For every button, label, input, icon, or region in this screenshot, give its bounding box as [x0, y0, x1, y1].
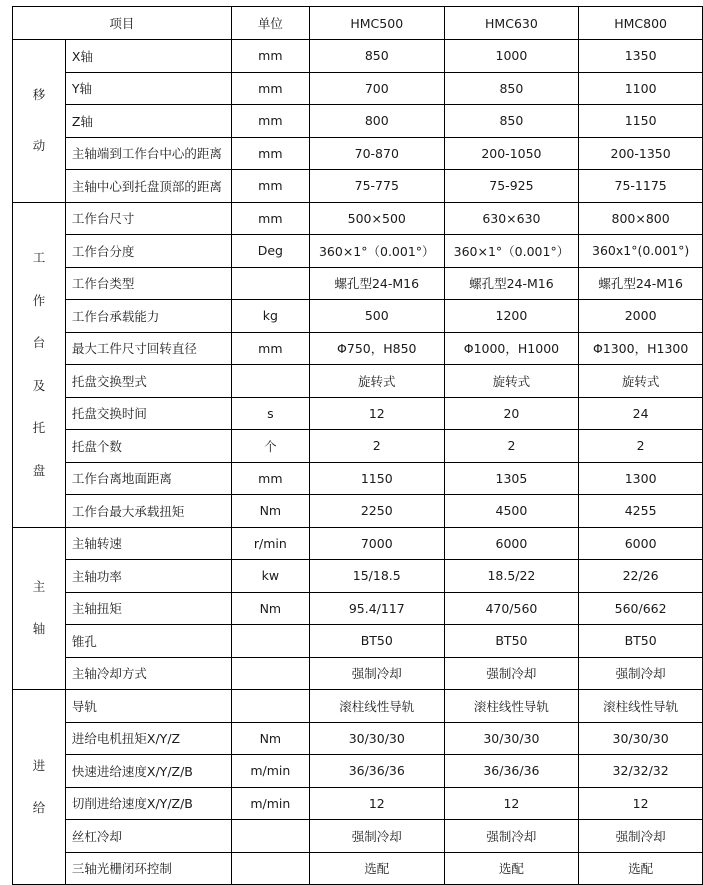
param-unit [231, 820, 309, 853]
value-hmc500: 850 [309, 40, 444, 73]
value-hmc800: 选配 [579, 852, 703, 885]
value-hmc800: 12 [579, 787, 703, 820]
param-unit: mm [231, 202, 309, 235]
param-name: 托盘个数 [65, 430, 231, 463]
table-row [13, 430, 703, 463]
header-model-hmc500: HMC500 [309, 7, 444, 40]
value-hmc500: 2 [309, 430, 444, 463]
param-name: 主轴中心到托盘顶部的距离 [65, 170, 231, 203]
group-label-char: 及 [32, 377, 46, 393]
value-hmc500: 70-870 [309, 137, 444, 170]
value-hmc800: 强制冷却 [579, 820, 703, 853]
param-unit: kw [231, 560, 309, 593]
table-row [13, 657, 703, 690]
param-name: 托盘交换时间 [65, 397, 231, 430]
param-name: 主轴功率 [65, 560, 231, 593]
value-hmc800: 滚柱线性导轨 [579, 690, 703, 723]
value-hmc630: 12 [444, 787, 579, 820]
value-hmc630: 20 [444, 397, 579, 430]
param-unit: 个 [231, 430, 309, 463]
group-label-char: 工 [32, 250, 46, 265]
value-hmc500: 12 [309, 397, 444, 430]
param-name: 工作台最大承载扭矩 [65, 495, 231, 528]
header-row [13, 7, 703, 40]
spec-table [12, 6, 703, 885]
param-name: 工作台离地面距离 [65, 462, 231, 495]
table-row [13, 105, 703, 138]
group-label [13, 202, 66, 527]
value-hmc500: 95.4/117 [309, 592, 444, 625]
group-label-char: 台 [32, 335, 46, 350]
group-label-char: 托 [32, 420, 46, 435]
param-name: 工作台分度 [65, 235, 231, 268]
value-hmc500: 滚柱线性导轨 [309, 690, 444, 723]
value-hmc500: 700 [309, 72, 444, 105]
group-label-char: 主 [32, 578, 46, 594]
group-label-char: 进 [32, 757, 46, 773]
param-name: 进给电机扭矩X/Y/Z [65, 722, 231, 755]
param-name: 工作台承载能力 [65, 300, 231, 333]
value-hmc800: 30/30/30 [579, 722, 703, 755]
value-hmc800: Φ1300，H1300 [579, 332, 703, 365]
value-hmc800: 1300 [579, 462, 703, 495]
param-name: 切削进给速度X/Y/Z/B [65, 787, 231, 820]
header-model-hmc800: HMC800 [579, 7, 703, 40]
value-hmc630: 4500 [444, 495, 579, 528]
value-hmc800: 22/26 [579, 560, 703, 593]
value-hmc800: 1350 [579, 40, 703, 73]
group-label-char: 轴 [32, 621, 46, 637]
value-hmc500: 30/30/30 [309, 722, 444, 755]
value-hmc500: Φ750，H850 [309, 332, 444, 365]
value-hmc800: 强制冷却 [579, 657, 703, 690]
param-name: 工作台尺寸 [65, 202, 231, 235]
value-hmc630: 18.5/22 [444, 560, 579, 593]
param-unit [231, 852, 309, 885]
group-label-char: 移 [32, 86, 46, 102]
value-hmc630: 630×630 [444, 202, 579, 235]
param-unit: mm [231, 72, 309, 105]
param-name: Z轴 [65, 105, 231, 138]
group-label-char: 作 [32, 292, 46, 308]
value-hmc630: 75-925 [444, 170, 579, 203]
group-label-char: 动 [32, 138, 46, 154]
table-row [13, 235, 703, 268]
value-hmc630: 200-1050 [444, 137, 579, 170]
value-hmc500: 12 [309, 787, 444, 820]
table-row [13, 560, 703, 593]
param-unit: mm [231, 137, 309, 170]
value-hmc630: 850 [444, 105, 579, 138]
value-hmc800: 24 [579, 397, 703, 430]
value-hmc800: 360x1°(0.001°) [579, 235, 703, 268]
value-hmc800: 32/32/32 [579, 755, 703, 788]
table-row [13, 300, 703, 333]
param-unit: mm [231, 40, 309, 73]
value-hmc500: 旋转式 [309, 365, 444, 398]
table-row [13, 625, 703, 658]
value-hmc500: 500×500 [309, 202, 444, 235]
value-hmc630: 6000 [444, 527, 579, 560]
param-name: 主轴扭矩 [65, 592, 231, 625]
table-row [13, 527, 703, 560]
param-unit: kg [231, 300, 309, 333]
param-unit [231, 267, 309, 300]
value-hmc630: 选配 [444, 852, 579, 885]
param-unit [231, 625, 309, 658]
table-row [13, 332, 703, 365]
table-row [13, 755, 703, 788]
value-hmc800: 75-1175 [579, 170, 703, 203]
value-hmc500: BT50 [309, 625, 444, 658]
value-hmc500: 强制冷却 [309, 657, 444, 690]
group-label [13, 40, 66, 203]
table-row [13, 170, 703, 203]
param-unit: m/min [231, 755, 309, 788]
value-hmc500: 36/36/36 [309, 755, 444, 788]
value-hmc630: BT50 [444, 625, 579, 658]
value-hmc800: 560/662 [579, 592, 703, 625]
value-hmc630: 850 [444, 72, 579, 105]
group-label-char: 给 [32, 800, 46, 815]
value-hmc630: 强制冷却 [444, 820, 579, 853]
value-hmc800: 1150 [579, 105, 703, 138]
table-row [13, 462, 703, 495]
table-row [13, 592, 703, 625]
table-row [13, 690, 703, 723]
table-row [13, 365, 703, 398]
param-name: 三轴光栅闭环控制 [65, 852, 231, 885]
value-hmc630: 360×1°（0.001°） [444, 235, 579, 268]
param-name: 主轴端到工作台中心的距离 [65, 137, 231, 170]
param-name: Y轴 [65, 72, 231, 105]
param-unit: Nm [231, 722, 309, 755]
param-unit: Nm [231, 592, 309, 625]
value-hmc500: 800 [309, 105, 444, 138]
param-name: 托盘交换型式 [65, 365, 231, 398]
param-name: 主轴冷却方式 [65, 657, 231, 690]
value-hmc800: 6000 [579, 527, 703, 560]
table-row [13, 40, 703, 73]
param-unit: mm [231, 462, 309, 495]
value-hmc500: 螺孔型24-M16 [309, 267, 444, 300]
param-name: 快速进给速度X/Y/Z/B [65, 755, 231, 788]
value-hmc630: 1000 [444, 40, 579, 73]
table-row [13, 397, 703, 430]
value-hmc630: 1305 [444, 462, 579, 495]
param-name: 工作台类型 [65, 267, 231, 300]
header-item: 项目 [13, 7, 232, 40]
value-hmc630: 30/30/30 [444, 722, 579, 755]
value-hmc800: 800×800 [579, 202, 703, 235]
value-hmc800: 2000 [579, 300, 703, 333]
param-unit: mm [231, 332, 309, 365]
param-name: 锥孔 [65, 625, 231, 658]
param-unit: Deg [231, 235, 309, 268]
value-hmc500: 500 [309, 300, 444, 333]
value-hmc500: 7000 [309, 527, 444, 560]
table-row [13, 72, 703, 105]
value-hmc500: 15/18.5 [309, 560, 444, 593]
table-row [13, 722, 703, 755]
value-hmc630: 470/560 [444, 592, 579, 625]
value-hmc800: BT50 [579, 625, 703, 658]
table-row [13, 820, 703, 853]
value-hmc630: Φ1000，H1000 [444, 332, 579, 365]
value-hmc500: 360×1°（0.001°） [309, 235, 444, 268]
param-name: 主轴转速 [65, 527, 231, 560]
table-row [13, 852, 703, 885]
table-row [13, 267, 703, 300]
group-label-char: 盘 [32, 462, 46, 478]
value-hmc630: 1200 [444, 300, 579, 333]
value-hmc500: 2250 [309, 495, 444, 528]
header-unit: 单位 [231, 7, 309, 40]
value-hmc500: 选配 [309, 852, 444, 885]
value-hmc630: 螺孔型24-M16 [444, 267, 579, 300]
group-label [13, 527, 66, 690]
param-name: 导轨 [65, 690, 231, 723]
value-hmc800: 4255 [579, 495, 703, 528]
value-hmc500: 75-775 [309, 170, 444, 203]
value-hmc800: 1100 [579, 72, 703, 105]
value-hmc630: 2 [444, 430, 579, 463]
value-hmc800: 2 [579, 430, 703, 463]
group-label [13, 690, 66, 885]
param-name: 最大工件尺寸回转直径 [65, 332, 231, 365]
param-unit: mm [231, 105, 309, 138]
value-hmc630: 36/36/36 [444, 755, 579, 788]
table-row [13, 202, 703, 235]
param-name: X轴 [65, 40, 231, 73]
table-row [13, 495, 703, 528]
value-hmc500: 强制冷却 [309, 820, 444, 853]
table-row [13, 137, 703, 170]
table-row [13, 787, 703, 820]
value-hmc800: 螺孔型24-M16 [579, 267, 703, 300]
header-model-hmc630: HMC630 [444, 7, 579, 40]
param-unit: m/min [231, 787, 309, 820]
param-unit: Nm [231, 495, 309, 528]
param-unit [231, 657, 309, 690]
param-unit [231, 365, 309, 398]
param-name: 丝杠冷却 [65, 820, 231, 853]
param-unit: s [231, 397, 309, 430]
value-hmc800: 200-1350 [579, 137, 703, 170]
value-hmc630: 滚柱线性导轨 [444, 690, 579, 723]
value-hmc630: 旋转式 [444, 365, 579, 398]
param-unit: r/min [231, 527, 309, 560]
param-unit [231, 690, 309, 723]
param-unit: mm [231, 170, 309, 203]
table-body [13, 40, 703, 885]
value-hmc800: 旋转式 [579, 365, 703, 398]
value-hmc630: 强制冷却 [444, 657, 579, 690]
value-hmc500: 1150 [309, 462, 444, 495]
